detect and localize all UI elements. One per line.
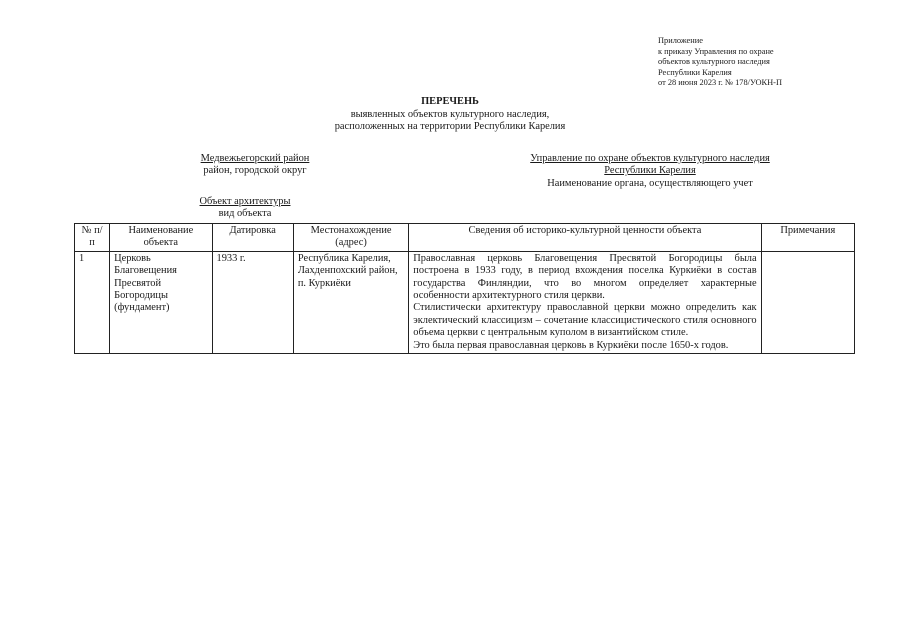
object-type-value: Объект архитектуры <box>199 196 291 207</box>
header-info: Сведения об историко-культурной ценности объекта <box>409 224 761 252</box>
cell-date: 1933 г. <box>212 251 293 353</box>
objects-table <box>74 223 855 354</box>
info-paragraph: Стилистически архитектуру православной церкви можно определить как эклектический классицизм – сочетание классицистического стиля основного объема церкви с центральным куполом в византийском стиле. <box>413 302 757 339</box>
table-header-row <box>75 224 855 252</box>
title-line: выявленных объектов культурного наследия, <box>350 108 550 120</box>
header-num: № п/п <box>75 224 110 252</box>
cell-name: Церковь Благовещения Пресвятой Богородицы (фундамент) <box>110 251 212 353</box>
appendix-note <box>658 36 898 89</box>
authority-block <box>460 153 840 190</box>
authority-name-line: Республики Карелия <box>604 165 696 177</box>
authority-name-line: Управление по охране объектов культурного наследия <box>530 153 770 164</box>
object-type-block <box>160 196 330 220</box>
appendix-line: от 28 июня 2023 г. № 178/УОКН-П <box>658 78 782 88</box>
district-name: Медвежьегорский район <box>200 153 310 164</box>
table-row <box>75 251 855 353</box>
appendix-line: Республики Карелия <box>658 67 732 77</box>
info-paragraph: Это была первая православная церковь в Куркиёки после 1650-х годов. <box>413 339 729 351</box>
appendix-line: объектов культурного наследия <box>658 57 770 67</box>
header-location: Местонахождение (адрес) <box>293 224 408 252</box>
title-main: ПЕРЕЧЕНЬ <box>421 96 479 107</box>
appendix-line: Приложение <box>658 36 703 45</box>
appendix-line: к приказу Управления по охране <box>658 46 774 56</box>
cell-notes <box>761 251 854 353</box>
district-caption: район, городской округ <box>203 165 307 177</box>
info-paragraph: Православная церковь Благовещения Пресвятой Богородицы была построена в 1933 году, в период вхождения поселка Куркиёки в состав государства Финляндии, что во многом определяет характерные особенности архитектурного стиля церкви. <box>413 252 757 302</box>
header-notes: Примечания <box>761 224 854 252</box>
cell-location: Республика Карелия, Лахденпохский район, п. Куркиёки <box>293 251 408 353</box>
authority-caption: Наименование органа, осуществляющего учет <box>547 177 753 189</box>
header-date: Датировка <box>212 224 293 252</box>
title-line: расположенных на территории Республики Карелия <box>334 121 566 133</box>
object-type-caption: вид объекта <box>218 208 272 219</box>
cell-num: 1 <box>75 251 110 353</box>
cell-info <box>409 251 761 353</box>
header-name: Наименование объекта <box>110 224 212 252</box>
document-title <box>250 96 650 134</box>
district-block <box>130 153 380 178</box>
